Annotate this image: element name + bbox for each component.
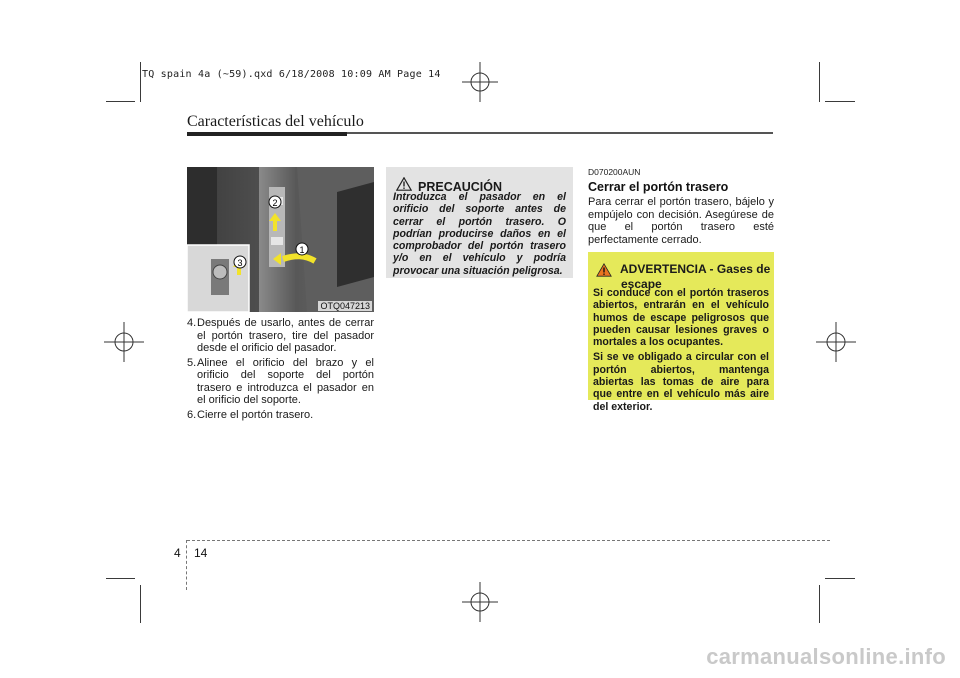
list-item xyxy=(187,409,374,422)
step-number: 4. xyxy=(187,317,197,329)
tailgate-stay-figure xyxy=(187,167,374,312)
footer-rule xyxy=(187,540,830,541)
watermark: carmanualsonline.info xyxy=(706,644,946,669)
warning-title: ADVERTENCIA - Gases de xyxy=(620,262,771,276)
header-rule-accent xyxy=(187,132,347,136)
section-title: Características del vehículo xyxy=(187,113,364,130)
step-list xyxy=(187,317,374,423)
section-paragraph: Para cerrar el portón trasero, bájelo y empújelo con decisión. Asegúrese de que el portón trasero esté perfectamente cerrado. xyxy=(588,196,774,246)
registration-target-icon xyxy=(458,582,502,622)
step-text: Después de usarlo, antes de cerrar el portón trasero, tire del pasador desde el orificio del pasador. xyxy=(197,317,374,354)
step-text: Alinee el orificio del brazo y el orificio del soporte del portón trasero e introduzca el pasador en el orificio del soporte. xyxy=(197,356,374,406)
crop-mark xyxy=(106,578,135,579)
print-slug: TQ spain 4a (~59).qxd 6/18/2008 10:09 AM Page 14 xyxy=(142,69,441,80)
tailgate-stay-illustration xyxy=(187,167,374,312)
crop-mark xyxy=(825,578,855,579)
callout-2: 2 xyxy=(272,198,278,208)
list-item xyxy=(187,317,374,355)
figure-code: OTQ047213 xyxy=(320,301,370,311)
warning-triangle-icon xyxy=(596,263,612,277)
warning-paragraph: Si se ve obligado a circular con el portón abiertos, mantenga abiertas las tomas de aire para que entre en el vehículo más aire del exterior. xyxy=(593,351,769,413)
crop-mark xyxy=(140,62,141,102)
step-text: Cierre el portón trasero. xyxy=(197,408,314,421)
registration-target-icon xyxy=(816,320,856,364)
warning-box xyxy=(588,252,774,413)
chapter-number: 4 xyxy=(174,546,181,560)
registration-target-icon xyxy=(104,320,144,364)
warning-subtitle: escape xyxy=(621,277,662,291)
warning-triangle-icon xyxy=(396,177,412,191)
page-number: 14 xyxy=(194,546,208,560)
warning-paragraph: Si conduce con el portón traseros abiertos, entrarán en el vehículo humos de escape peligrosos que pueden causar lesiones graves o mortales a los ocupantes. xyxy=(593,287,769,349)
warning-text xyxy=(593,287,769,416)
footer-divider xyxy=(186,540,187,590)
caution-box xyxy=(386,167,573,278)
crop-mark xyxy=(825,101,855,102)
step-number: 5. xyxy=(187,356,197,369)
crop-mark xyxy=(106,101,135,102)
crop-mark xyxy=(819,62,820,102)
list-item xyxy=(187,357,374,407)
section-code: D070200AUN xyxy=(588,167,641,177)
caution-title: PRECAUCIÓN xyxy=(418,180,503,194)
registration-target-icon xyxy=(458,62,502,102)
step-number: 6. xyxy=(187,408,197,421)
callout-3: 3 xyxy=(237,258,243,268)
caution-text: Introduzca el pasador en el orificio del soporte antes de cerrar el portón trasero. O podrían producirse daños en el comprobador del portón trasero y/o en el vehículo y podría provocar una situación peligrosa. xyxy=(393,191,566,277)
section-heading: Cerrar el portón trasero xyxy=(588,180,729,194)
callout-1: 1 xyxy=(299,245,305,255)
crop-mark xyxy=(140,585,141,623)
crop-mark xyxy=(819,585,820,623)
